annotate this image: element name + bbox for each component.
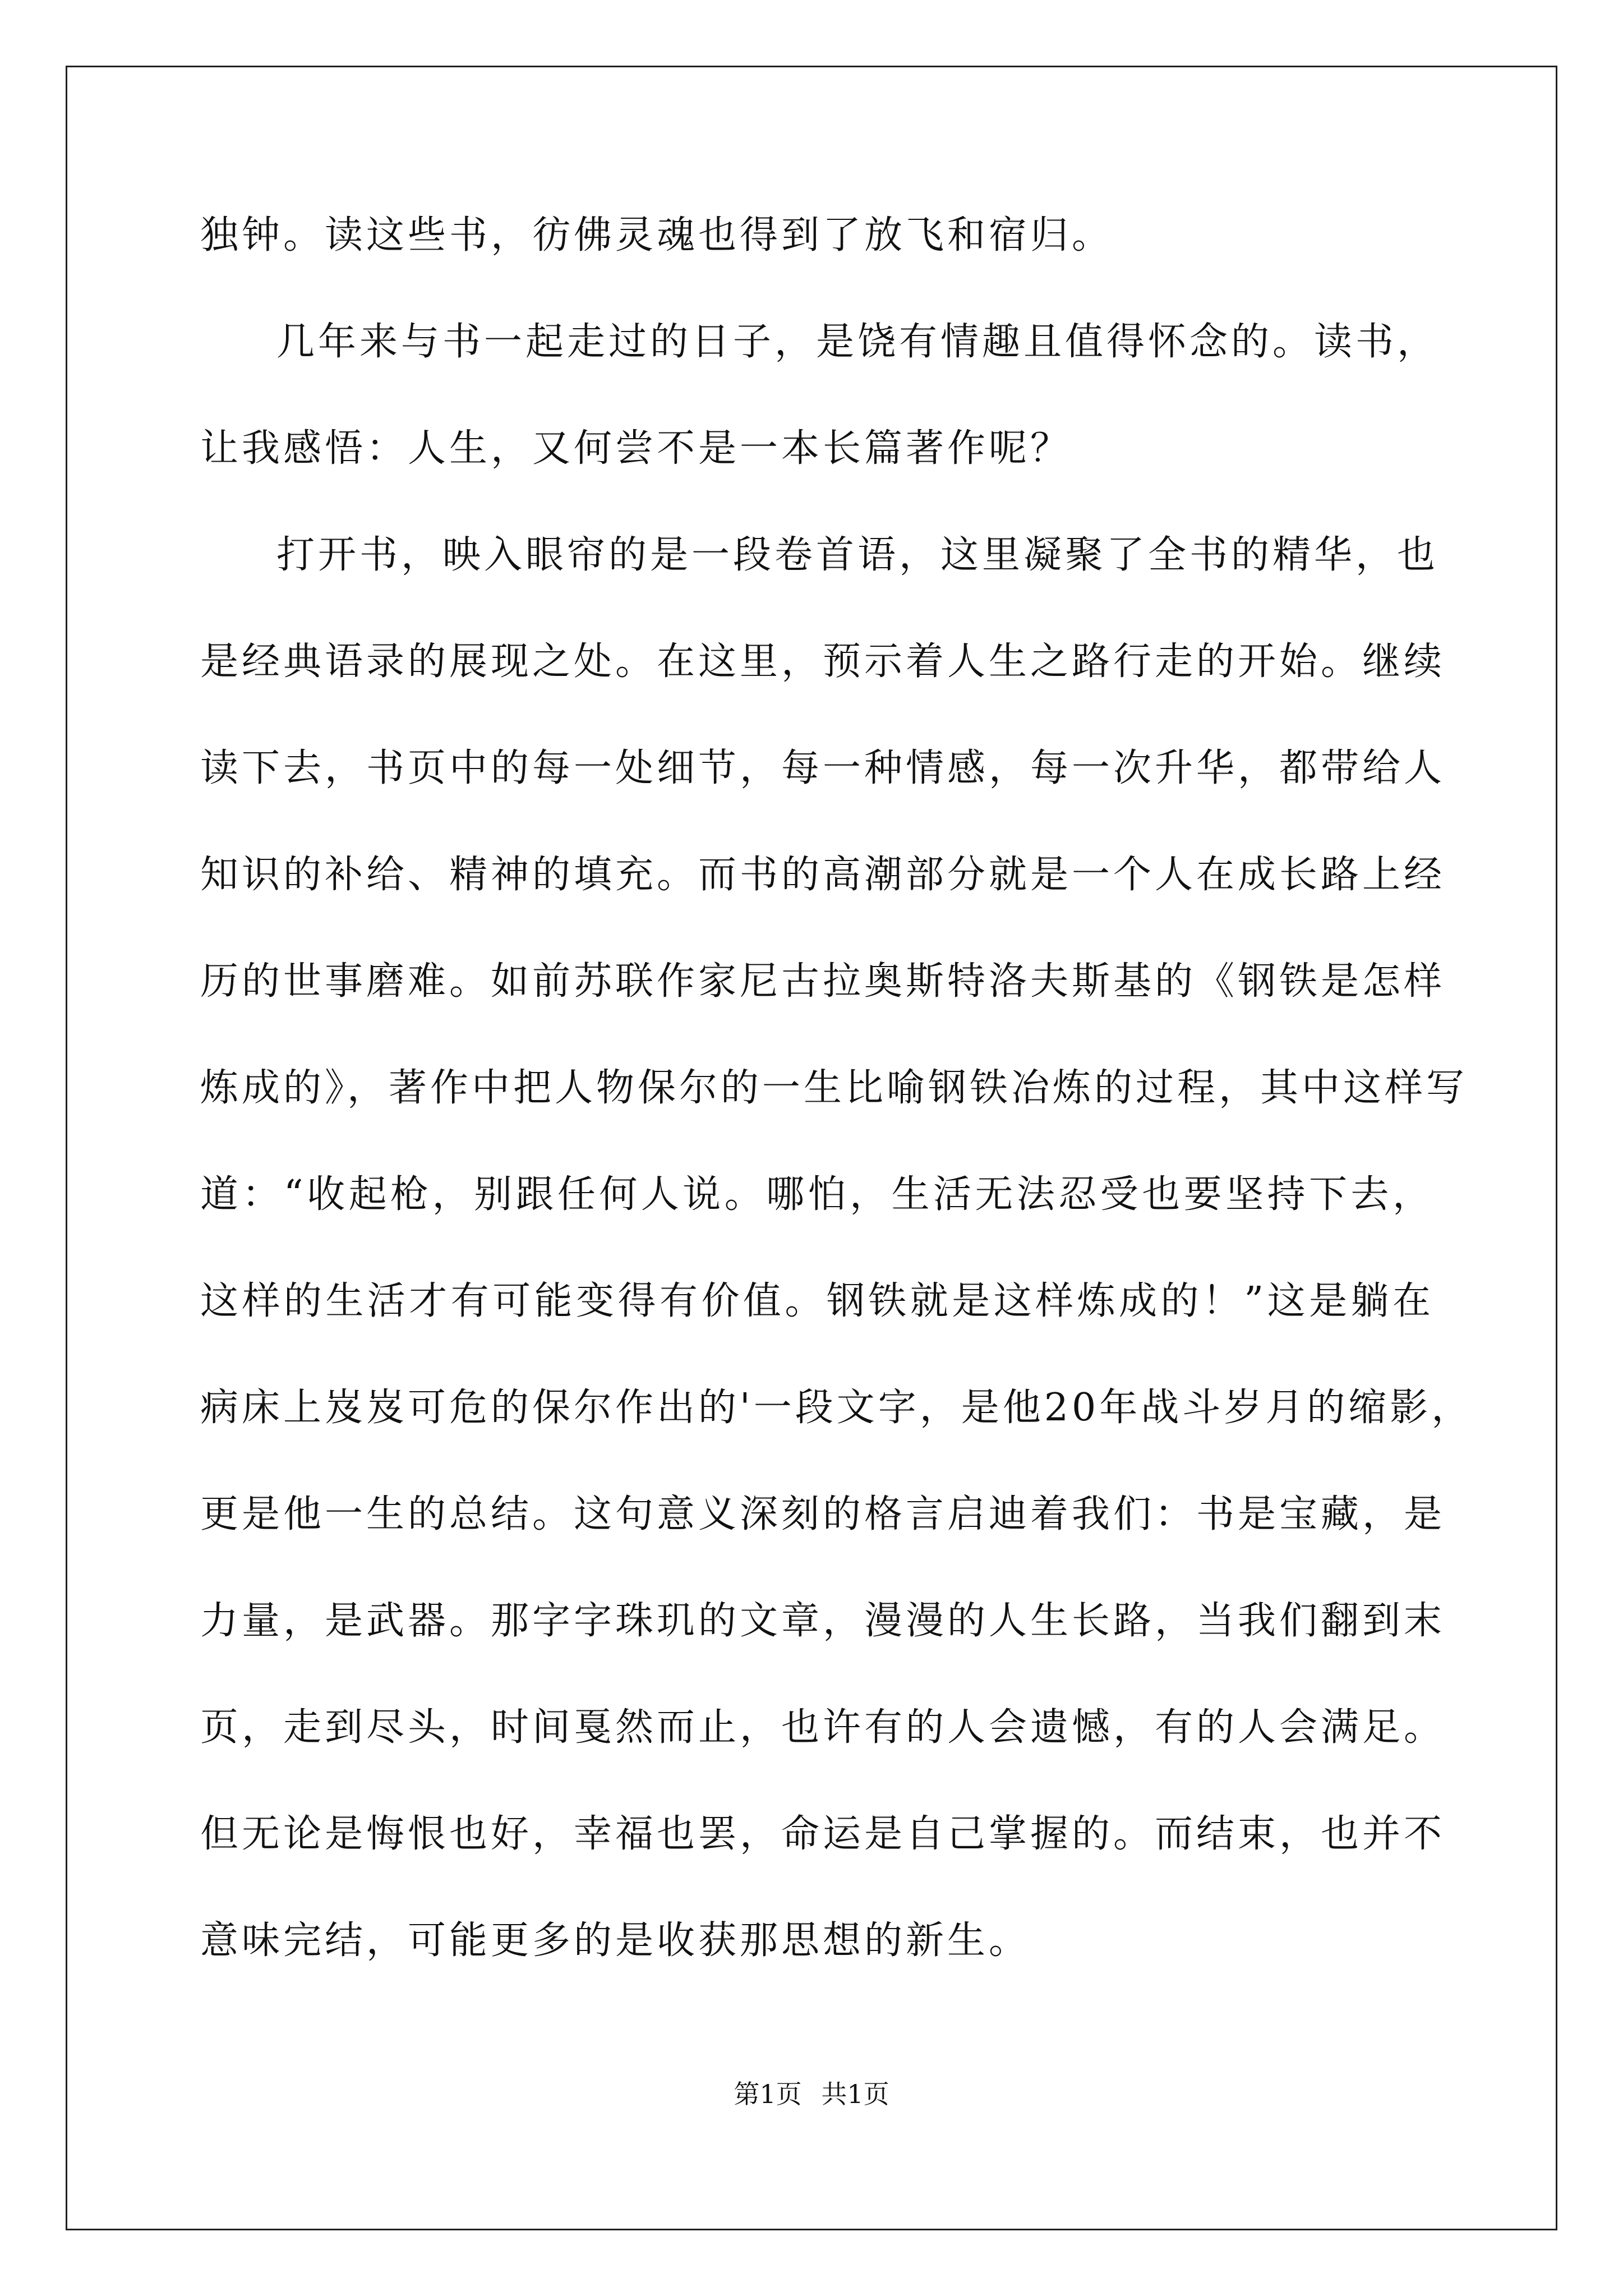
text-line: 独钟。读这些书，彷佛灵魂也得到了放飞和宿归。 [200,213,1114,257]
paragraph [200,527,1473,1969]
text-line: 道：“收起枪，别跟任何人说。哪怕，生活无法忍受也要坚持下去， [200,1172,1434,1217]
text-line: 历的世事磨难。如前苏联作家尼古拉奥斯特洛夫斯基的《钢铁是怎样 [200,959,1446,1004]
text-line: 页，走到尽头，时间戛然而止，也许有的人会遗憾，有的人会满足。 [200,1705,1446,1750]
text-line: 知识的补给、精神的填充。而书的高潮部分就是一个人在成长路上经 [200,853,1446,897]
text-line: 几年来与书一起走过的日子，是饶有情趣且值得怀念的。读书， [276,320,1439,364]
text-line: 但无论是悔恨也好，幸福也罢，命运是自己掌握的。而结束，也并不 [200,1812,1446,1856]
text-line: 病床上岌岌可危的保尔作出的'一段文字，是他20年战斗岁月的缩影， [200,1386,1473,1430]
page-number: 第1页 [734,2079,802,2109]
text-line: 让我感悟：人生，又何尝不是一本长篇著作呢？ [200,426,1072,471]
text-line: 意味完结，可能更多的是收获那思想的新生。 [200,1918,1031,1963]
paragraph [200,314,1439,477]
text-line: 打开书，映入眼帘的是一段卷首语，这里凝聚了全书的精华，也 [276,533,1439,577]
text-line: 这样的生活才有可能变得有价值。钢铁就是这样炼成的！”这是躺在 [200,1279,1434,1323]
document-body [200,208,1473,1969]
paragraph [200,208,1434,264]
text-line: 更是他一生的总结。这句意义深刻的格言启迪着我们：书是宝藏，是 [200,1492,1446,1536]
text-line: 是经典语录的展现之处。在这里，预示着人生之路行走的开始。继续 [200,639,1446,684]
page-total: 共1页 [821,2079,889,2109]
text-line: 炼成的》，著作中把人物保尔的一生比喻钢铁冶炼的过程，其中这样写 [200,1066,1468,1110]
page-footer [0,2074,1623,2111]
text-line: 读下去，书页中的每一处细节，每一种情感，每一次升华，都带给人 [200,746,1446,790]
text-line: 力量，是武器。那字字珠玑的文章，漫漫的人生长路，当我们翻到末 [200,1599,1446,1643]
